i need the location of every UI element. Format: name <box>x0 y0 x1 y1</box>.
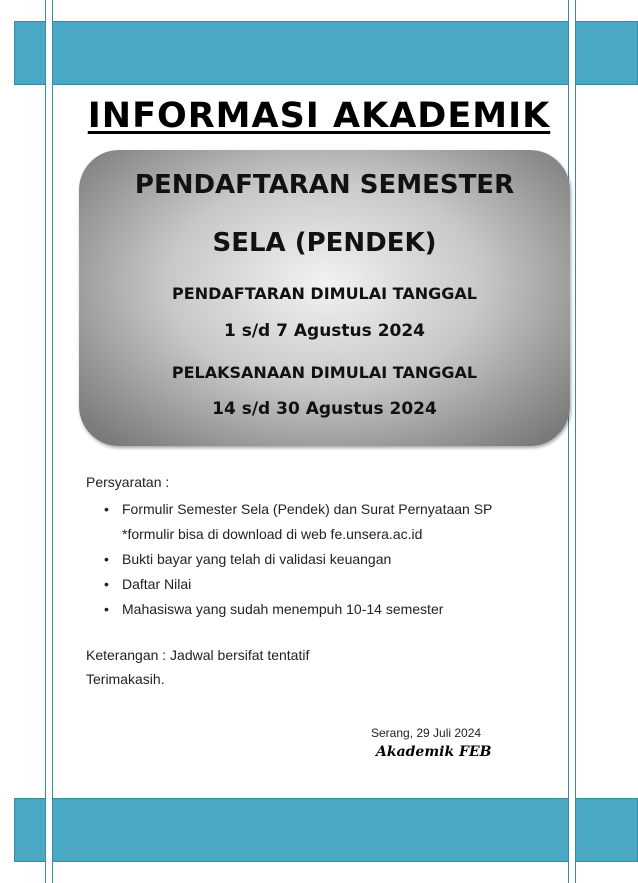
signature: Akademik FEB <box>376 744 492 760</box>
panel-heading-line2: SELA (PENDEK) <box>212 228 437 258</box>
list-item <box>104 547 492 572</box>
place-date: Serang, 29 Juli 2024 <box>371 726 482 740</box>
implementation-dates: 14 s/d 30 Agustus 2024 <box>212 399 437 419</box>
requirement-text: Bukti bayar yang telah di validasi keuangan <box>122 551 392 567</box>
remark-text: Keterangan : Jadwal bersifat tentatif <box>86 647 310 663</box>
footer-band <box>14 798 638 862</box>
announcement-panel <box>79 150 570 446</box>
page-title <box>0 96 638 136</box>
bullet-icon: • <box>104 601 109 617</box>
list-item <box>104 497 492 547</box>
bullet-icon: • <box>104 576 109 592</box>
bullet-icon: • <box>104 551 109 567</box>
registration-dates: 1 s/d 7 Agustus 2024 <box>223 321 426 341</box>
thanks-text: Terimakasih. <box>86 671 165 687</box>
page-title-text: INFORMASI AKADEMIK <box>87 96 551 136</box>
list-item <box>104 572 492 597</box>
header-band <box>14 21 638 85</box>
panel-heading-line1: PENDAFTARAN SEMESTER <box>134 170 515 200</box>
list-item <box>104 597 492 622</box>
form-download-note: *formulir bisa di download di web fe.unsera.ac.id <box>122 526 423 542</box>
requirement-text: Formulir Semester Sela (Pendek) dan Surat Pernyataan SP <box>122 501 493 517</box>
registration-label: PENDAFTARAN DIMULAI TANGGAL <box>172 284 477 303</box>
requirements-label: Persyaratan : <box>86 474 170 490</box>
requirements-list <box>104 497 492 622</box>
bullet-icon: • <box>104 501 109 517</box>
requirement-text: Mahasiswa yang sudah menempuh 10-14 semester <box>122 601 444 617</box>
implementation-label: PELAKSANAAN DIMULAI TANGGAL <box>171 363 478 382</box>
requirement-text: Daftar Nilai <box>122 576 192 592</box>
